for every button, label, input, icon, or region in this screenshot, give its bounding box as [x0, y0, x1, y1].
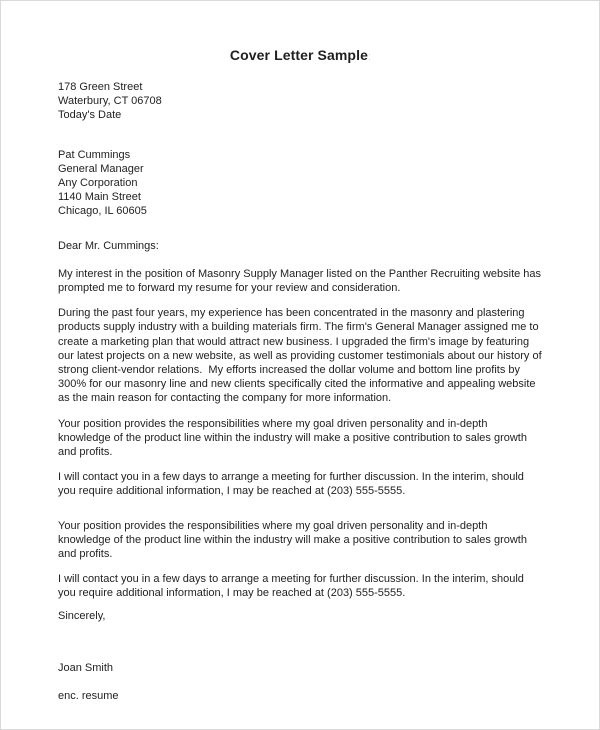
body-paragraph-2: During the past four years, my experience has been concentrated in the masonry and plastering products supply industry with a building materials firm. The firm's General Manager assigned me to create a marketing plan that would attract new business. I upgraded the firm's image by featuring our latest projects on a new website, as well as providing customer testimonials about our history of strong client-vendor relations. My efforts increased the dollar volume and bottom line profits by 300% for our masonry line and new clients specifically cited the informative and appealing website as the main reason for contacting the company for more information.: [58, 307, 545, 405]
body-paragraph-6: I will contact you in a few days to arrange a meeting for further discussion. In the interim, should you require additional information, I may be reached at (203) 555-5555.: [58, 573, 527, 600]
sender-street: 178 Green Street: [58, 81, 143, 93]
recipient-street: 1140 Main Street: [58, 191, 141, 204]
recipient-name: Pat Cummings: [58, 148, 131, 161]
recipient-company: Any Corporation: [58, 177, 138, 190]
valediction: Sincerely,: [58, 609, 106, 622]
page-title-text: Cover Letter Sample: [229, 47, 368, 63]
body-paragraph-1: My interest in the position of Masonry Supply Manager listed on the Panther Recruiting website has prompted me to forward my resume for your review and consideration.: [58, 267, 545, 295]
body-paragraph-3: Your position provides the responsibilities where my goal driven personality and in-depth knowledge of the product line within the industry will make a positive contribution to sales growth and profits.: [58, 417, 531, 459]
recipient-title: General Manager: [58, 162, 144, 175]
body-paragraph-5: Your position provides the responsibilities where my goal driven personality and in-depth knowledge of the product line within the industry will make a positive contribution to sales growth and profits.: [58, 519, 531, 561]
sender-date: Today's Date: [58, 109, 122, 122]
body-paragraph-4: I will contact you in a few days to arrange a meeting for further discussion. In the interim, should you require additional information, I may be reached at (203) 555-5555.: [58, 471, 527, 498]
recipient-city-state-zip: Chicago, IL 60605: [58, 205, 147, 218]
salutation: Dear Mr. Cummings:: [58, 239, 159, 252]
sender-address-block: [58, 80, 543, 123]
page-title: [58, 47, 543, 66]
sender-city-state-zip: Waterbury, CT 06708: [58, 95, 162, 108]
signature-name: Joan Smith: [58, 661, 114, 674]
title-artifact-mark: :: [367, 51, 372, 63]
enclosure-note: enc. resume: [58, 690, 119, 703]
recipient-address-block: [58, 148, 543, 219]
